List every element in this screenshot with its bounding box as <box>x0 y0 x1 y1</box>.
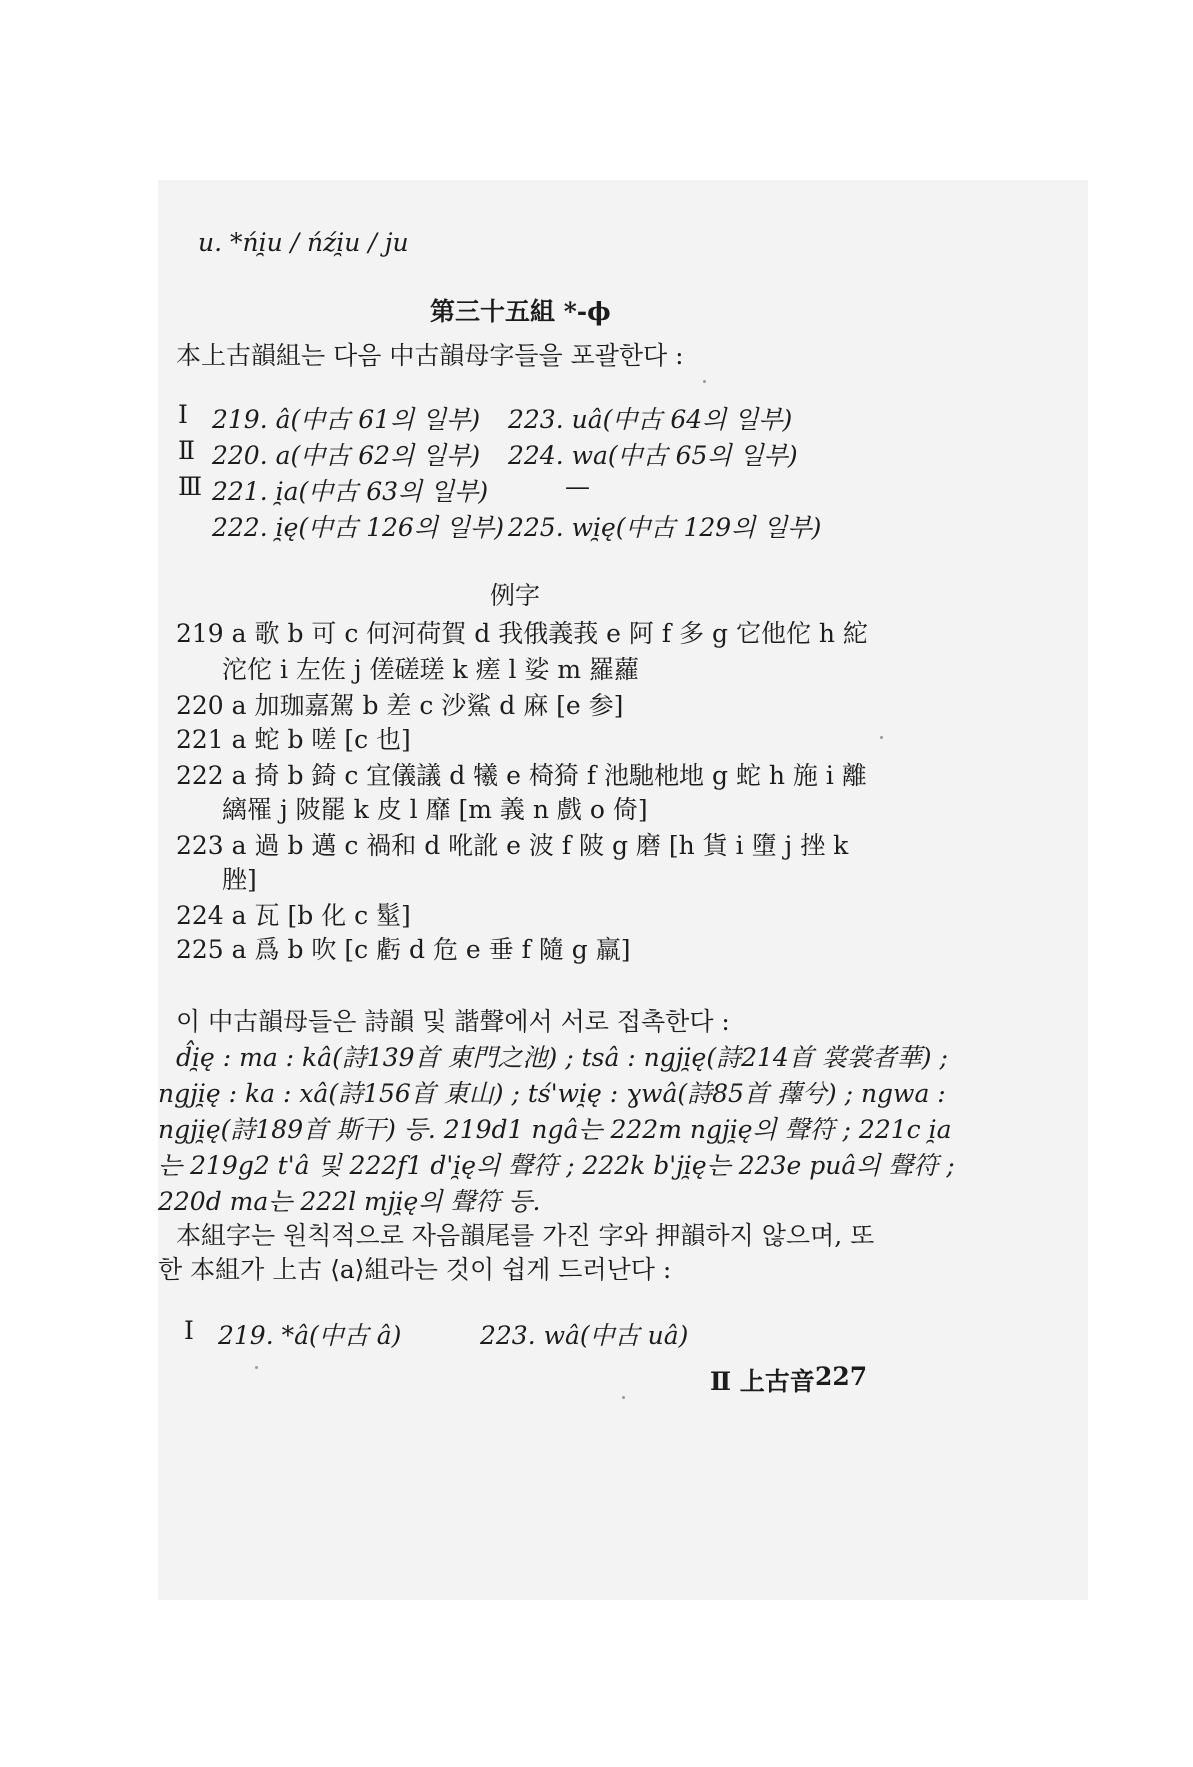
row-roman: Ⅰ <box>178 400 188 429</box>
paragraph-line: 220d ma는 222l mji̯ę의 聲符 등. <box>158 1187 541 1216</box>
row-right: 223. uâ(中古 64의 일부) <box>508 405 793 434</box>
paragraph-line: 는 219g2 t'â 및 222f1 d'i̯ę의 聲符 ; 222k b'ji̯ę는 223e puâ의 聲符 ; <box>158 1151 955 1180</box>
row-right: 224. wa(中古 65의 일부) <box>508 441 798 470</box>
example-line: 222 a 掎 b 錡 c 宜儀議 d 犧 e 椅猗 f 池馳杝地 g 蛇 h 施 i 離 <box>176 761 867 790</box>
page-area <box>158 180 1088 1600</box>
scan-speck <box>880 736 883 739</box>
top-line: u. *ńi̯u / ńźi̯u / ju <box>198 228 409 257</box>
intro-text: 本上古韻組는 다음 中古韻母字들을 포괄한다 : <box>176 341 684 370</box>
row-right: 225. wi̯ę(中古 129의 일부) <box>508 513 822 542</box>
example-line: 221 a 蛇 b 嗟 [c 也] <box>176 725 411 754</box>
example-line: 脞] <box>222 865 257 894</box>
row-right: — <box>565 472 590 501</box>
paragraph-line: 本組字는 원칙적으로 자음韻尾를 가진 字와 押韻하지 않으며, 또 <box>176 1221 875 1250</box>
example-line: 沱佗 i 左佐 j 傞磋瑳 k 瘥 l 娑 m 羅蘿 <box>222 655 640 684</box>
scan-speck <box>255 1366 258 1369</box>
paragraph-line: ngji̯ę(詩189首 斯干) 등. 219d1 ngâ는 222m ngji̯ę의 聲符 ; 221c i̯a <box>158 1115 952 1144</box>
scan-speck <box>622 1396 625 1399</box>
scan-speck <box>703 380 706 383</box>
footer-section: Ⅱ 上古音 <box>710 1367 815 1396</box>
example-line: 219 a 歌 b 可 c 何河荷賀 d 我俄義莪 e 阿 f 多 g 它他佗 h 紽 <box>176 619 868 648</box>
examples-heading: 例字 <box>490 581 541 610</box>
row-left: 220. a(中古 62의 일부) <box>212 441 481 470</box>
final-row-left: 219. *â(中古 â) <box>218 1321 402 1350</box>
row-left: 219. â(中古 61의 일부) <box>212 405 481 434</box>
group-heading: 第三十五組 *-ϕ <box>430 297 611 326</box>
row-roman: Ⅲ <box>178 472 203 501</box>
page-number: 227 <box>815 1362 868 1391</box>
row-roman: Ⅱ <box>178 436 195 465</box>
example-line: 223 a 過 b 邁 c 禍和 d 吪訛 e 波 f 陂 g 磨 [h 貨 i 墮 j 挫 k <box>176 831 849 860</box>
row-left: 221. i̯a(中古 63의 일부) <box>212 477 489 506</box>
paragraph-line: ngji̯ę : ka : xâ(詩156首 東山) ; tś'wi̯ę : ɣwâ(詩85首 蘀兮) ; ngwa : <box>158 1079 946 1108</box>
example-line: 縭罹 j 陂罷 k 皮 l 靡 [m 義 n 戲 o 倚] <box>222 795 648 824</box>
example-line: 224 a 瓦 [b 化 c 髽] <box>176 901 411 930</box>
final-row-right: 223. wâ(中古 uâ) <box>480 1321 689 1350</box>
paragraph-line: 한 本組가 上古 ⟨a⟩組라는 것이 쉽게 드러난다 : <box>158 1255 672 1284</box>
row-left: 222. i̯ę(中古 126의 일부) <box>212 513 504 542</box>
example-line: 225 a 爲 b 吹 [c 虧 d 危 e 垂 f 隨 g 羸] <box>176 935 631 964</box>
example-line: 220 a 加珈嘉駕 b 差 c 沙鯊 d 麻 [e 参] <box>176 691 624 720</box>
paragraph-line: d̂i̯ę : ma : kâ(詩139首 東門之池) ; tsâ : ngji̯ę(詩214首 裳裳者華) ; <box>176 1043 948 1072</box>
final-row-roman: Ⅰ <box>184 1316 194 1345</box>
paragraph-line: 이 中古韻母들은 詩韻 및 諧聲에서 서로 접촉한다 : <box>176 1007 730 1036</box>
